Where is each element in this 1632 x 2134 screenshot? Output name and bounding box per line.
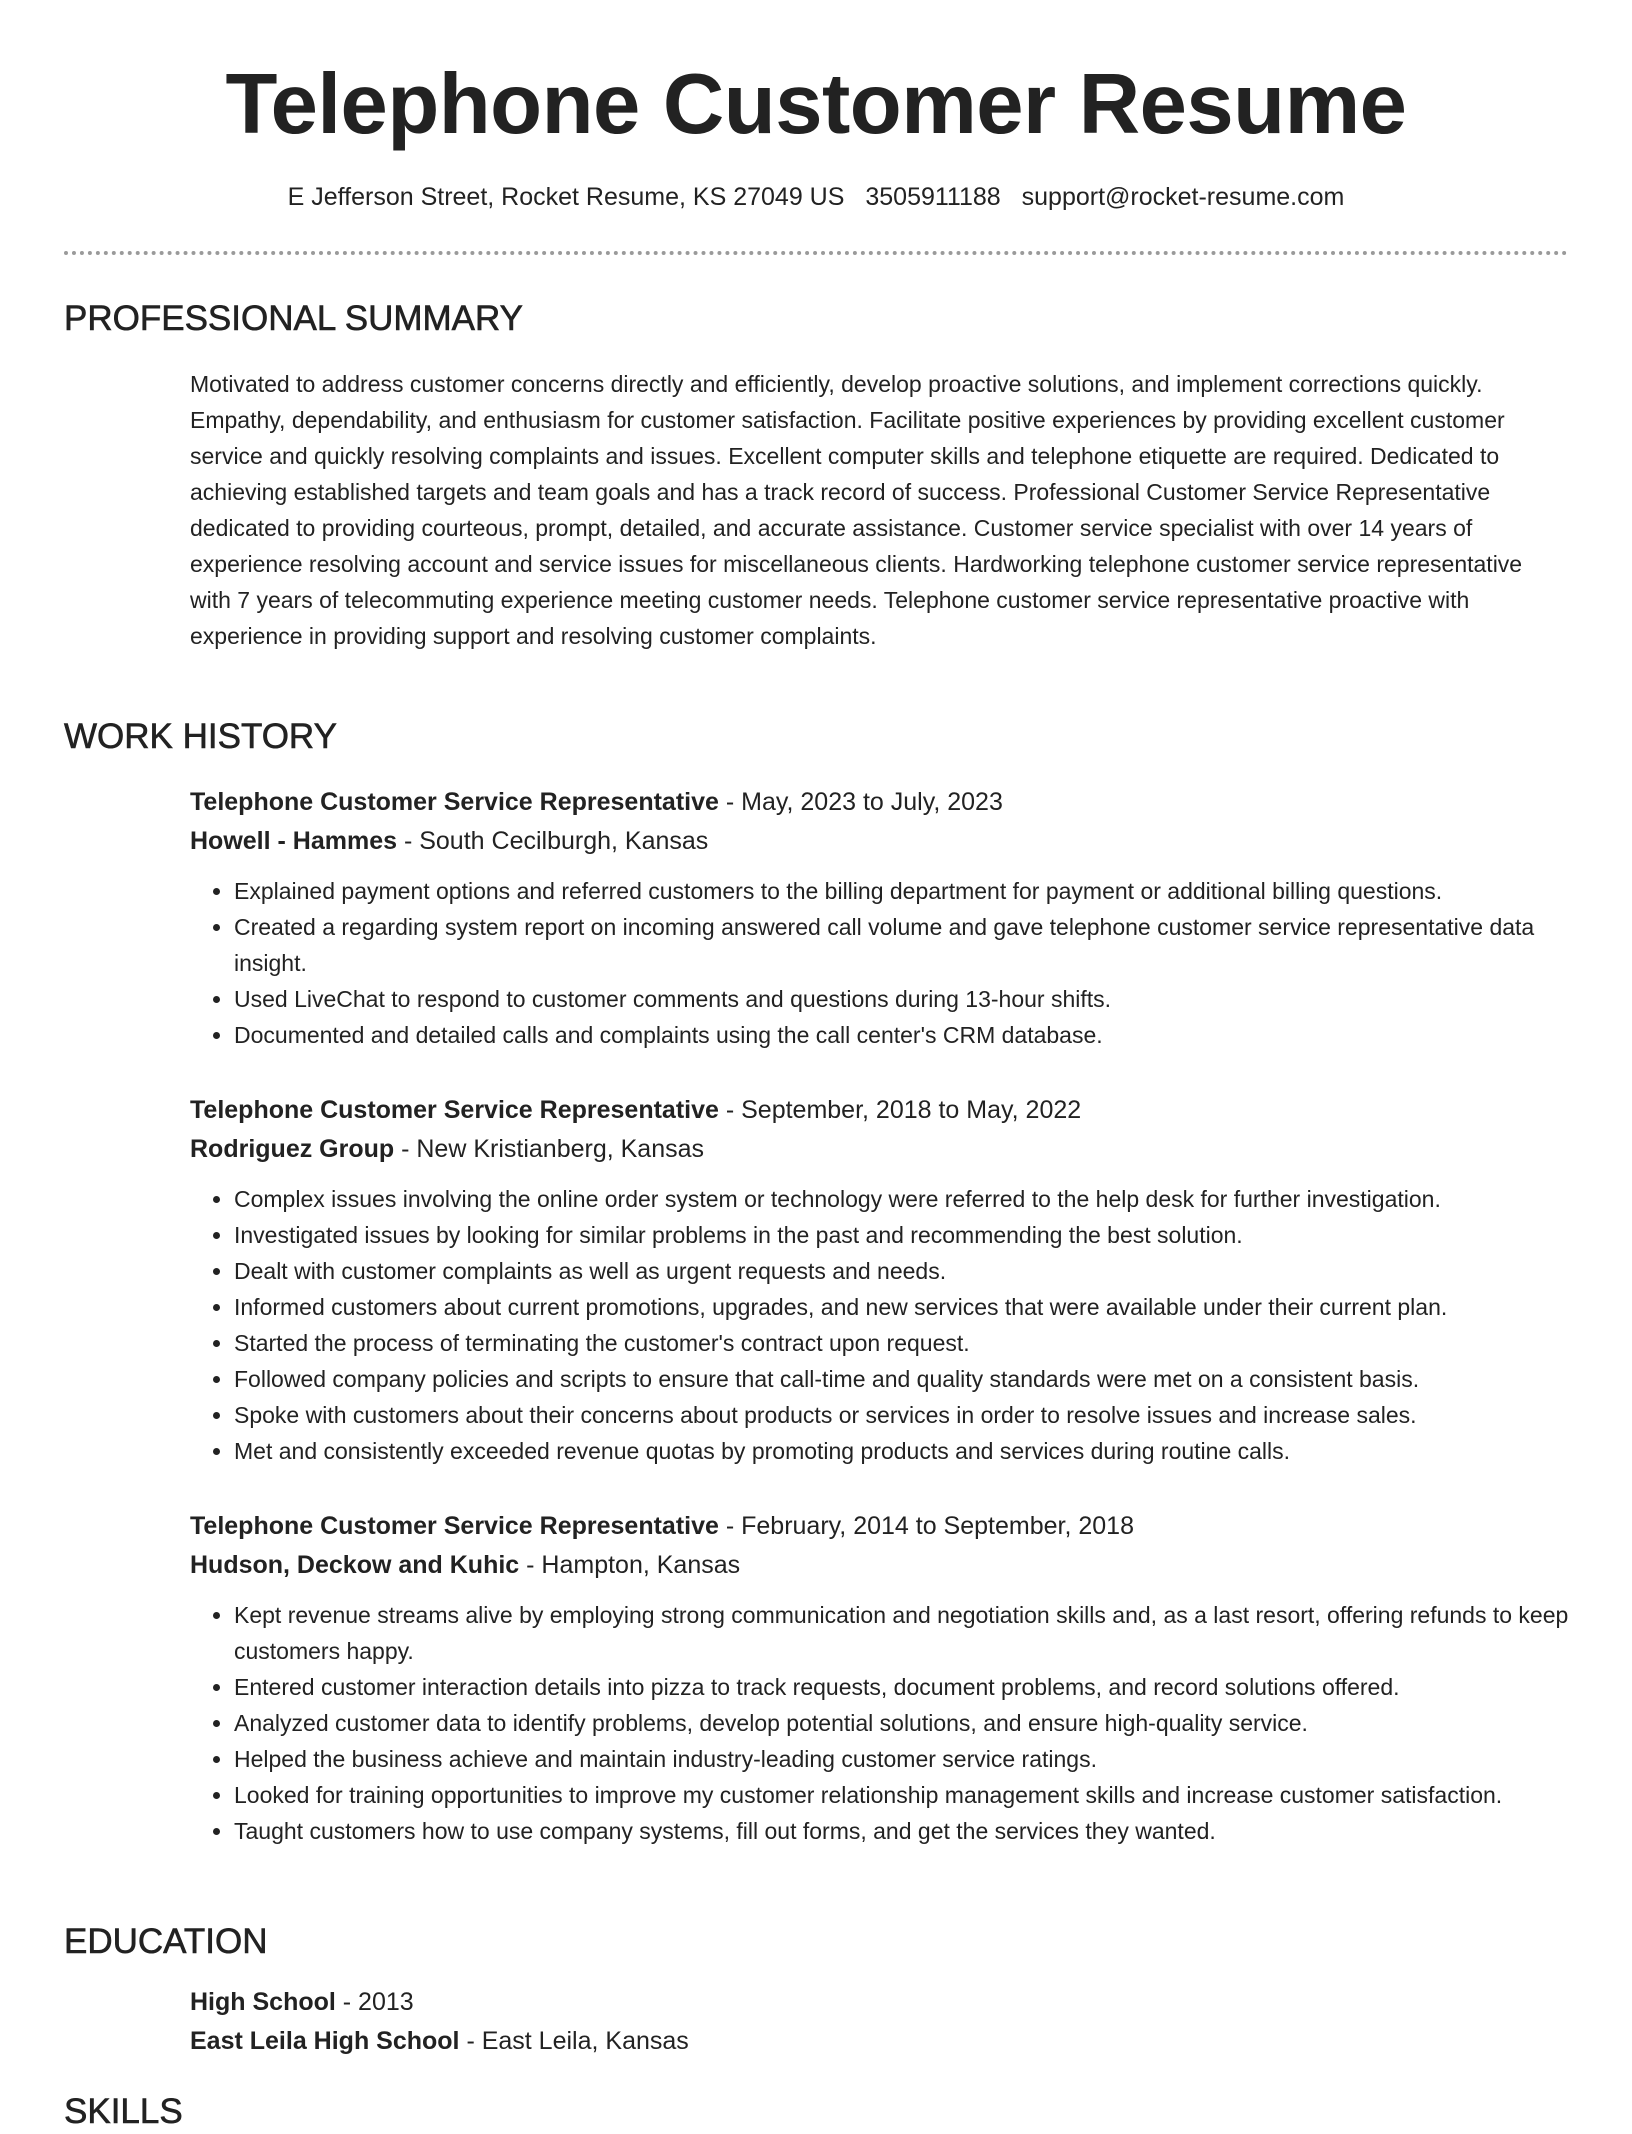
job-entry — [190, 1507, 1570, 1849]
job-bullet: • Explained payment options and referred customers to the billing department for payment or additional billing questions. — [234, 873, 1570, 909]
job-bullet: • Used LiveChat to respond to customer comments and questions during 13-hour shifts. — [234, 981, 1570, 1017]
job-title: Telephone Customer Service Representative — [190, 788, 719, 816]
job-dates: - September, 2018 to May, 2022 — [718, 1096, 1082, 1124]
job-location: - Hampton, Kansas — [519, 1551, 741, 1579]
job-bullet: • Informed customers about current promotions, upgrades, and new services that were available under their current plan. — [234, 1289, 1570, 1325]
job-bullet: • Kept revenue streams alive by employing strong communication and negotiation skills and, as a last resort, offering refunds to keep customers happy. — [234, 1597, 1570, 1669]
education-school: East Leila High School — [190, 2027, 460, 2055]
job-title-line — [190, 1091, 1570, 1130]
address: E Jefferson Street, Rocket Resume, KS 27049 US — [287, 183, 845, 211]
header-divider — [64, 251, 1568, 255]
email: support@rocket-resume.com — [1021, 183, 1345, 211]
job-bullet: • Followed company policies and scripts to ensure that call-time and quality standards were met on a consistent basis. — [234, 1361, 1570, 1397]
job-company-line — [190, 1130, 1570, 1169]
phone: 3505911188 — [865, 183, 1001, 211]
job-dates: - February, 2014 to September, 2018 — [718, 1512, 1134, 1540]
education-year: - 2013 — [335, 1988, 414, 2016]
job-bullets — [190, 1181, 1570, 1469]
summary-heading: PROFESSIONAL SUMMARY — [64, 299, 523, 338]
job-bullet: • Taught customers how to use company systems, fill out forms, and get the services they wanted. — [234, 1813, 1570, 1849]
job-title: Telephone Customer Service Representative — [190, 1512, 719, 1540]
job-company: Rodriguez Group — [190, 1135, 395, 1163]
job-bullets — [190, 873, 1570, 1053]
job-bullet: • Spoke with customers about their concerns about products or services in order to resolve issues and increase sales. — [234, 1397, 1570, 1433]
job-bullet: • Complex issues involving the online order system or technology were referred to the help desk for further investigation. — [234, 1181, 1570, 1217]
job-company: Howell - Hammes — [190, 827, 398, 855]
skills-heading: SKILLS — [64, 2092, 183, 2131]
job-title-line — [190, 1507, 1570, 1546]
job-bullet: • Looked for training opportunities to improve my customer relationship management skills and increase customer satisfaction. — [234, 1777, 1570, 1813]
job-title-line — [190, 783, 1570, 822]
education-heading: EDUCATION — [64, 1922, 268, 1961]
contact-line — [0, 180, 1632, 214]
job-company-line — [190, 1546, 1570, 1585]
education-degree: High School — [190, 1988, 336, 2016]
job-bullet: • Started the process of terminating the customer's contract upon request. — [234, 1325, 1570, 1361]
work-history-heading: WORK HISTORY — [64, 717, 337, 756]
summary-text: Motivated to address customer concerns directly and efficiently, develop proactive solutions, and implement corrections quickly. Empathy, dependability, and enthusiasm for customer satisfaction. Facilitate positive experiences by providing excellent customer service and quickly resolving complaints and issues. Excellent computer skills and telephone etiquette are required. Dedicated to achieving established targets and team goals and has a track record of success. Professional Customer Service Representative dedicated to providing courteous, prompt, detailed, and accurate assistance. Customer service specialist with over 14 years of experience resolving account and service issues for miscellaneous clients. Hardworking telephone customer service representative with 7 years of telecommuting experience meeting customer needs. Telephone customer service representative proactive with experience in providing support and resolving customer complaints. — [190, 371, 1523, 649]
job-bullet: • Created a regarding system report on incoming answered call volume and gave telephone customer service representative data insight. — [234, 909, 1570, 981]
job-location: - South Cecilburgh, Kansas — [397, 827, 709, 855]
job-bullet: • Analyzed customer data to identify problems, develop potential solutions, and ensure high-quality service. — [234, 1705, 1570, 1741]
education-location: - East Leila, Kansas — [459, 2027, 689, 2055]
job-bullet: • Entered customer interaction details into pizza to track requests, document problems, and record solutions offered. — [234, 1669, 1570, 1705]
job-dates: - May, 2023 to July, 2023 — [718, 788, 1003, 816]
education-entry — [190, 1983, 1570, 2061]
job-bullet: • Met and consistently exceeded revenue quotas by promoting products and services during routine calls. — [234, 1433, 1570, 1469]
job-bullet: • Investigated issues by looking for similar problems in the past and recommending the best solution. — [234, 1217, 1570, 1253]
education-school-line — [190, 2022, 1570, 2061]
job-entry — [190, 1091, 1570, 1469]
job-location: - New Kristianberg, Kansas — [394, 1135, 705, 1163]
job-bullet: • Helped the business achieve and maintain industry-leading customer service ratings. — [234, 1741, 1570, 1777]
job-company: Hudson, Deckow and Kuhic — [190, 1551, 520, 1579]
job-company-line — [190, 822, 1570, 861]
job-bullets — [190, 1597, 1570, 1849]
job-bullet: • Dealt with customer complaints as well as urgent requests and needs. — [234, 1253, 1570, 1289]
resume-title: Telephone Customer Resume — [225, 57, 1407, 152]
job-bullet: • Documented and detailed calls and complaints using the call center's CRM database. — [234, 1017, 1570, 1053]
education-degree-line — [190, 1983, 1570, 2022]
job-entry — [190, 783, 1570, 1053]
job-title: Telephone Customer Service Representative — [190, 1096, 719, 1124]
